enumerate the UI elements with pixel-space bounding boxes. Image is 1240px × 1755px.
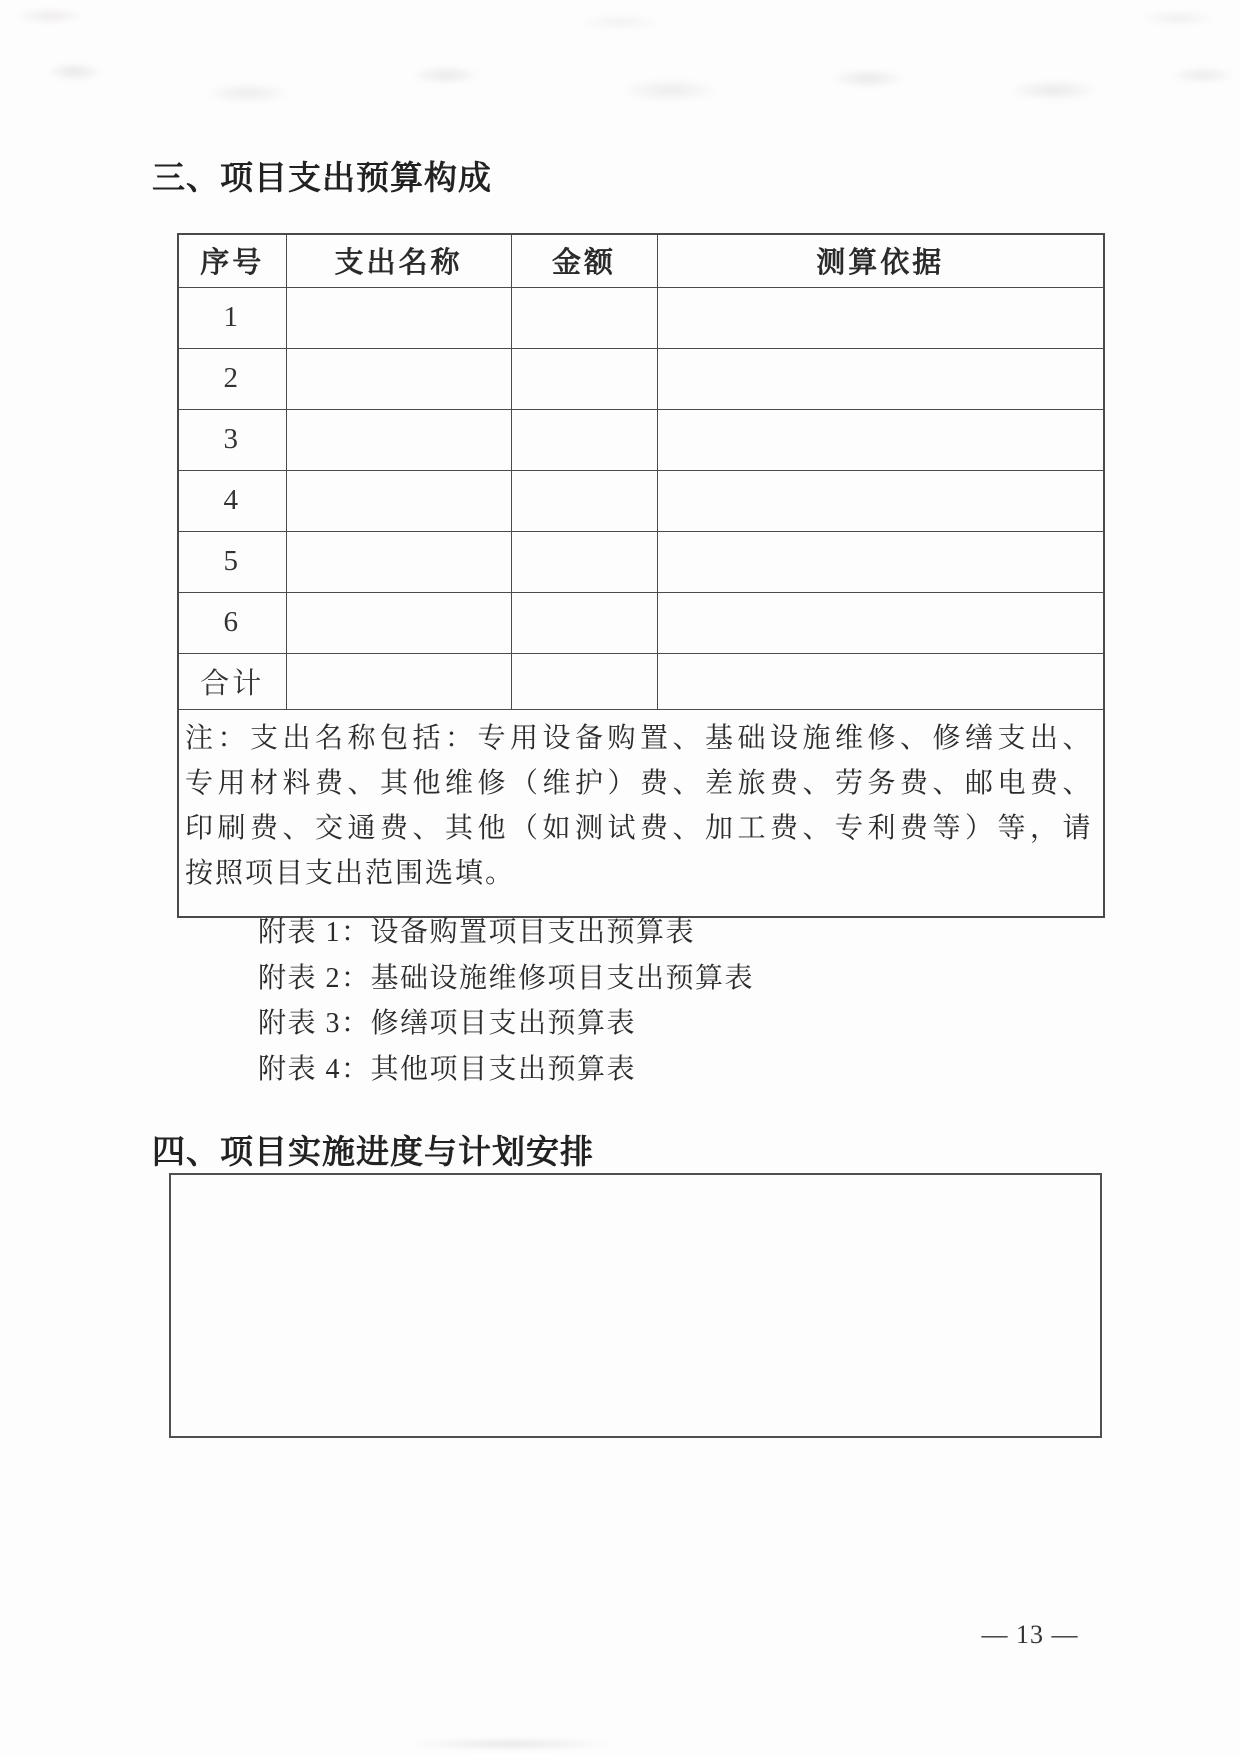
section3-title: 三、项目支出预算构成 xyxy=(152,159,492,196)
amount-cell xyxy=(511,348,657,409)
expense-name-cell xyxy=(286,287,511,348)
table-note xyxy=(178,709,1104,917)
row-number-cell: 4 xyxy=(178,470,286,531)
expense-name-cell xyxy=(286,409,511,470)
attachment-list xyxy=(258,910,754,1092)
table-row xyxy=(178,409,1104,470)
col-header-amount: 金额 xyxy=(511,234,657,287)
row-number-cell: 3 xyxy=(178,409,286,470)
expense-name-cell xyxy=(286,531,511,592)
col-header-expense-name: 支出名称 xyxy=(286,234,511,287)
table-note-row xyxy=(178,709,1104,917)
amount-cell xyxy=(511,470,657,531)
attachment-item: 附表 2：基础设施维修项目支出预算表 xyxy=(258,962,755,994)
table-header-row xyxy=(178,234,1104,287)
amount-cell xyxy=(511,409,657,470)
basis-cell xyxy=(657,348,1104,409)
scan-artifact xyxy=(360,1736,660,1752)
schedule-plan-box xyxy=(169,1173,1102,1438)
expense-name-cell xyxy=(286,592,511,653)
section4-title: 四、项目实施进度与计划安排 xyxy=(152,1133,594,1170)
row-number-cell: 2 xyxy=(178,348,286,409)
total-label-cell: 合计 xyxy=(178,653,286,709)
basis-cell xyxy=(657,531,1104,592)
basis-cell xyxy=(657,409,1104,470)
basis-cell xyxy=(657,592,1104,653)
col-header-index: 序号 xyxy=(178,234,286,287)
note-line: 专用材料费、其他维修（维护）费、差旅费、劳务费、邮电费、 xyxy=(185,767,1096,799)
table-total-row xyxy=(178,653,1104,709)
amount-cell xyxy=(511,592,657,653)
row-number-cell: 1 xyxy=(178,287,286,348)
col-header-basis: 测算依据 xyxy=(657,234,1104,287)
row-number-cell: 5 xyxy=(178,531,286,592)
attachment-item: 附表 3：修缮项目支出预算表 xyxy=(258,1008,637,1039)
scan-artifact xyxy=(0,0,1240,40)
table-row xyxy=(178,470,1104,531)
budget-table xyxy=(177,233,1105,918)
table-row xyxy=(178,592,1104,653)
attachment-item: 附表 1：设备购置项目支出预算表 xyxy=(258,917,696,948)
expense-name-cell xyxy=(286,348,511,409)
basis-cell xyxy=(657,470,1104,531)
amount-cell xyxy=(511,287,657,348)
note-line: 注：支出名称包括：专用设备购置、基础设施维修、修缮支出、 xyxy=(185,722,1096,754)
attachment-item: 附表 4：其他项目支出预算表 xyxy=(258,1053,637,1085)
row-number-cell: 6 xyxy=(178,592,286,653)
scan-artifact xyxy=(0,52,1240,118)
page-number: — 13 — xyxy=(981,1620,1079,1649)
amount-cell xyxy=(511,531,657,592)
amount-cell xyxy=(511,653,657,709)
note-line: 印刷费、交通费、其他（如测试费、加工费、专利费等）等，请 xyxy=(185,812,1096,844)
basis-cell xyxy=(657,653,1104,709)
table-row xyxy=(178,287,1104,348)
table-row xyxy=(178,348,1104,409)
expense-name-cell xyxy=(286,470,511,531)
basis-cell xyxy=(657,287,1104,348)
table-row xyxy=(178,531,1104,592)
note-line: 按照项目支出范围选填。 xyxy=(185,857,516,889)
expense-name-cell xyxy=(286,653,511,709)
